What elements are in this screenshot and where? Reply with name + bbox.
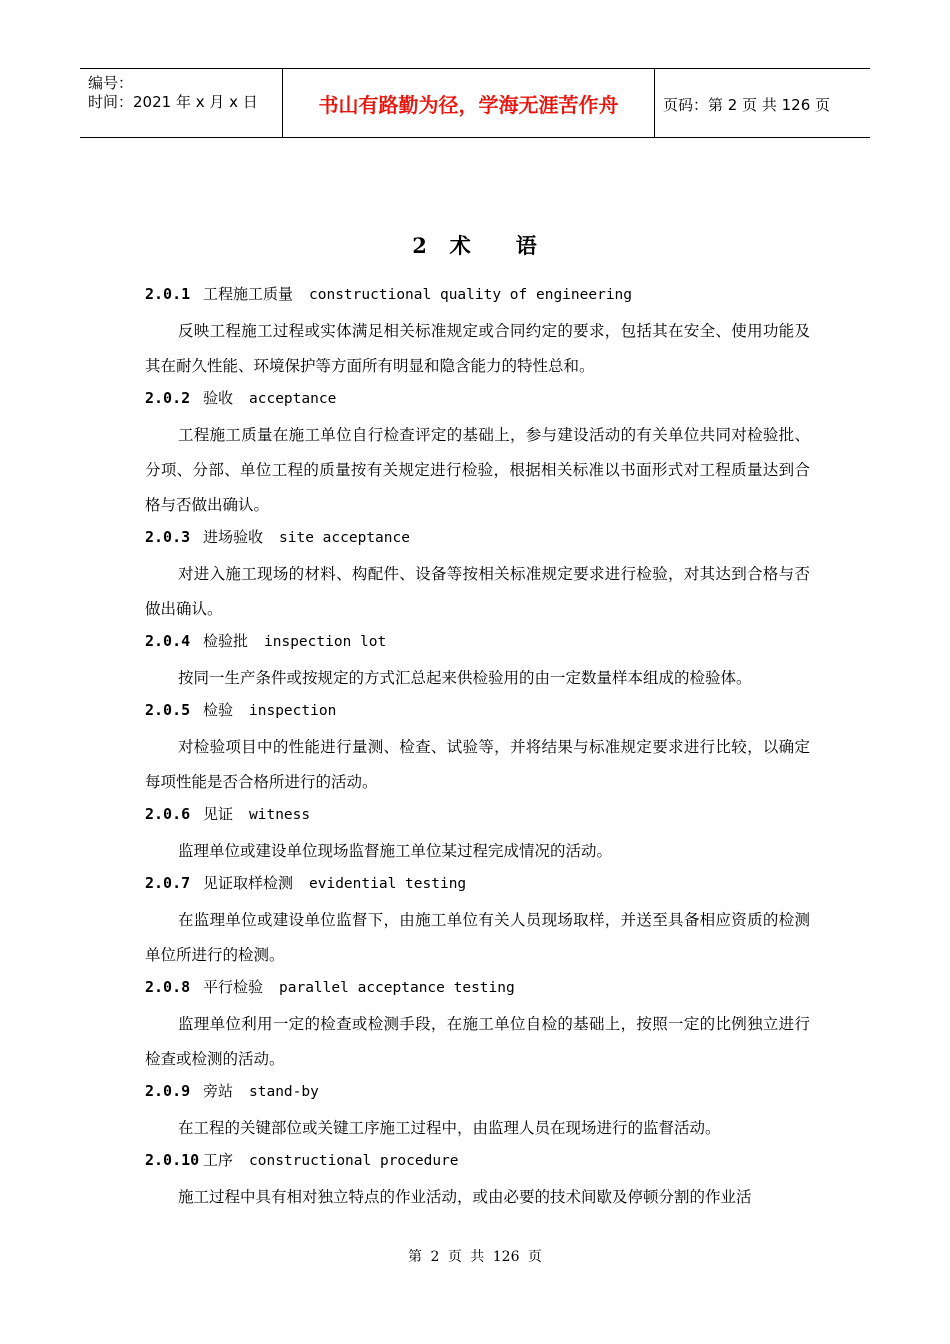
term-heading <box>145 280 810 314</box>
term-definition: 按同一生产条件或按规定的方式汇总起来供检验用的由一定数量样本组成的检验体。 <box>178 669 752 687</box>
term-definition: 反映工程施工过程或实体满足相关标准规定或合同约定的要求，包括其在安全、使用功能及其在耐久性能、环境保护等方面所有明显和隐含能力的特性总和。 <box>145 322 810 375</box>
section-title-text: 2 术 语 <box>412 233 538 258</box>
term-number: 2.0.2 <box>145 389 191 407</box>
term-number: 2.0.3 <box>145 528 191 546</box>
term-english: stand-by <box>249 1084 319 1100</box>
term-heading <box>145 384 810 418</box>
term-definition: 施工过程中具有相对独立特点的作业活动，或由必要的技术间歇及停顿分割的作业活 <box>178 1188 752 1206</box>
term-english: site acceptance <box>279 530 410 546</box>
term-number: 2.0.8 <box>145 978 191 996</box>
term-heading <box>145 973 810 1007</box>
term-chinese: 见证 <box>203 805 234 823</box>
header-page-cell <box>655 69 870 137</box>
term-heading <box>145 1146 810 1180</box>
term-heading <box>145 627 810 661</box>
term-chinese: 工程施工质量 <box>203 285 294 303</box>
term-english: evidential testing <box>309 876 467 892</box>
header-motto-cell <box>283 69 655 137</box>
term-number: 2.0.4 <box>145 632 191 650</box>
term-heading <box>145 523 810 557</box>
term-number: 2.0.10 <box>145 1151 200 1169</box>
term-heading <box>145 800 810 834</box>
number-label: 编号： <box>88 74 134 92</box>
term-chinese: 工序 <box>203 1151 234 1169</box>
terms-content <box>145 280 810 1215</box>
term-definition: 对进入施工现场的材料、构配件、设备等按相关标准规定要求进行检验，对其达到合格与否做出确认。 <box>145 565 810 618</box>
term-number: 2.0.1 <box>145 285 191 303</box>
term-heading <box>145 696 810 730</box>
term-chinese: 验收 <box>203 389 234 407</box>
term-chinese: 平行检验 <box>203 978 264 996</box>
term-english: inspection <box>249 703 337 719</box>
term-number: 2.0.5 <box>145 701 191 719</box>
term-definition: 对检验项目中的性能进行量测、检查、试验等，并将结果与标准规定要求进行比较，以确定每项性能是否合格所进行的活动。 <box>145 738 810 791</box>
term-chinese: 检验 <box>203 701 234 719</box>
term-english: acceptance <box>249 391 337 407</box>
page-header <box>80 68 870 138</box>
term-chinese: 旁站 <box>203 1082 234 1100</box>
term-number: 2.0.6 <box>145 805 191 823</box>
term-english: parallel acceptance testing <box>279 980 515 996</box>
section-title <box>0 230 950 260</box>
term-english: witness <box>249 807 311 823</box>
term-english: constructional procedure <box>249 1153 459 1169</box>
page-info: 页码：第 2 页 共 126 页 <box>663 96 831 114</box>
term-heading <box>145 1077 810 1111</box>
term-definition: 工程施工质量在施工单位自行检查评定的基础上，参与建设活动的有关单位共同对检验批、分项、分部、单位工程的质量按有关规定进行检验，根据相关标准以书面形式对工程质量达到合格与否做出确认。 <box>145 426 810 514</box>
term-definition: 在监理单位或建设单位监督下，由施工单位有关人员现场取样，并送至具备相应资质的检测单位所进行的检测。 <box>145 911 810 964</box>
term-definition: 监理单位利用一定的检查或检测手段，在施工单位自检的基础上，按照一定的比例独立进行检查或检测的活动。 <box>145 1015 810 1068</box>
time-label: 时间：2021 年 x 月 x 日 <box>88 93 258 111</box>
header-meta-cell <box>80 69 283 137</box>
page-footer: 第 2 页 共 126 页 <box>408 1249 542 1265</box>
term-chinese: 检验批 <box>203 632 249 650</box>
term-definition: 监理单位或建设单位现场监督施工单位某过程完成情况的活动。 <box>178 842 613 860</box>
term-chinese: 见证取样检测 <box>203 874 294 892</box>
term-number: 2.0.9 <box>145 1082 191 1100</box>
motto: 书山有路勤为径，学海无涯苦作舟 <box>318 93 619 117</box>
term-chinese: 进场验收 <box>203 528 264 546</box>
term-english: inspection lot <box>264 634 387 650</box>
term-definition: 在工程的关键部位或关键工序施工过程中，由监理人员在现场进行的监督活动。 <box>178 1119 721 1137</box>
term-heading <box>145 869 810 903</box>
term-number: 2.0.7 <box>145 874 191 892</box>
term-english: constructional quality of engineering <box>309 287 633 303</box>
